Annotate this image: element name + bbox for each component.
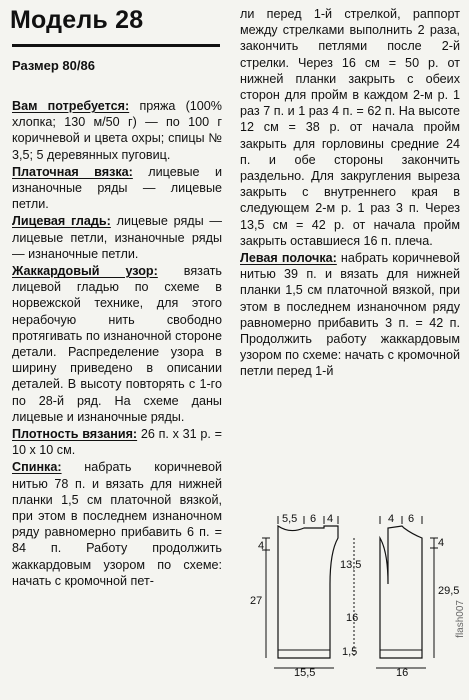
back-continued: ли перед 1-й стрелкой, раппорт между стрелками выполнить 2 раза, закончить петлями после 2-й стрелки. Через 16 см = 50 р. от нижней планки закрыть с обеих сторон для пройм в каждом 2-м р. 1 раз 7 п. и 1 раз 4 п. = 62 п. На высоте 12 см = 38 р. от начала пройм закрыть для горловины средние 24 п. и обе стороны закончить раздельно. Для закругления выреза закрыть с внутреннего края в следующем 2-м р. 1 раз 3 п. Через 13,5 см = 42 р. от начала пройм закрыть оставшиеся 16 п. плеча. [240,7,460,248]
label-back-width: 15,5 [294,667,316,678]
materials-paragraph [12,98,222,163]
left-front-text: набрать коричневой нитью 39 п. и вязать для нижней планки 1,5 см платочной вязкой, при этом в последнем изнаночном ряду равномерно прибавить 3 п. = 42 п. Продолжить работу жаккардовым узором по схеме: начать с кромочной петли перед 1-й [240,251,460,379]
size-line: Размер 80/86 [12,58,95,73]
label-armhole-height: 13,5 [340,559,362,571]
label-front-top-right: 4 [438,537,445,549]
label-front-width: 16 [396,667,409,678]
label-front-top-1: 4 [388,513,395,525]
label-back-top-2: 6 [310,513,317,525]
title-rule [12,44,220,47]
label-back-top-3: 4 [327,513,334,525]
back-paragraph [12,459,222,589]
label-back-height: 27 [250,595,263,607]
stockinette-paragraph [12,213,222,262]
pattern-schematic [238,508,460,678]
density-text: 26 п. x 31 р. = 10 x 10 см. [12,427,222,458]
back-text: набрать коричневой нитью 78 п. и вязать для нижней планки 1,5 см платочной вязкой, при этом в последнем изнаночном ряду равномерно прибавить 6 п. = 84 п. Работу продолжить жаккардовым узором по схеме: начать с кромочной пет- [12,460,222,588]
density-paragraph [12,426,222,458]
jacquard-paragraph [12,263,222,425]
watermark: flash007 [455,600,466,638]
back-outline [278,526,338,658]
materials-heading: Вам потребуется: [12,99,130,113]
label-lower-height: 16 [346,612,359,624]
stockinette-text: лицевые ряды — лицевые петли, изнаночные ряды — изнаночные петли. [12,214,222,261]
label-back-top-1: 5,5 [282,513,298,525]
garter-text: лицевые и изнаночные ряды — лицевые петли. [12,164,222,212]
page-title: Модель 28 [10,6,144,34]
back-heading: Спинка: [12,460,62,475]
stockinette-heading: Лицевая гладь: [12,214,111,229]
front-outline [380,526,422,658]
label-front-height: 29,5 [438,585,460,597]
label-front-top-2: 6 [408,513,415,525]
right-column [240,6,460,381]
density-heading: Плотность вязания: [12,427,138,442]
left-front-paragraph [240,250,460,380]
left-column [12,98,222,590]
garter-heading: Платочная вязка: [12,164,133,179]
label-band-back: 1,5 [342,646,358,658]
garter-paragraph [12,164,222,213]
materials-text: пряжа (100% хлопка; 130 м/50 г) — по 100 г коричневой и цвета охры; спицы № 3,5; 5 деревянных пуговиц. [12,99,223,162]
label-back-left-top: 4 [258,540,265,552]
jacquard-text: вязать лицевой гладью по схеме в норвежской технике, для этого нерабочую нить свободно протягивать по изнаночной стороне детали. Распределение узора в ширину приведено в описании деталей. В высоту повторять с 1-го по 28-й ряд. На схеме даны лицевые и изнаночные ряды. [12,264,222,424]
left-front-heading: Левая полочка: [240,251,337,266]
jacquard-heading: Жаккардовый узор: [12,264,158,279]
